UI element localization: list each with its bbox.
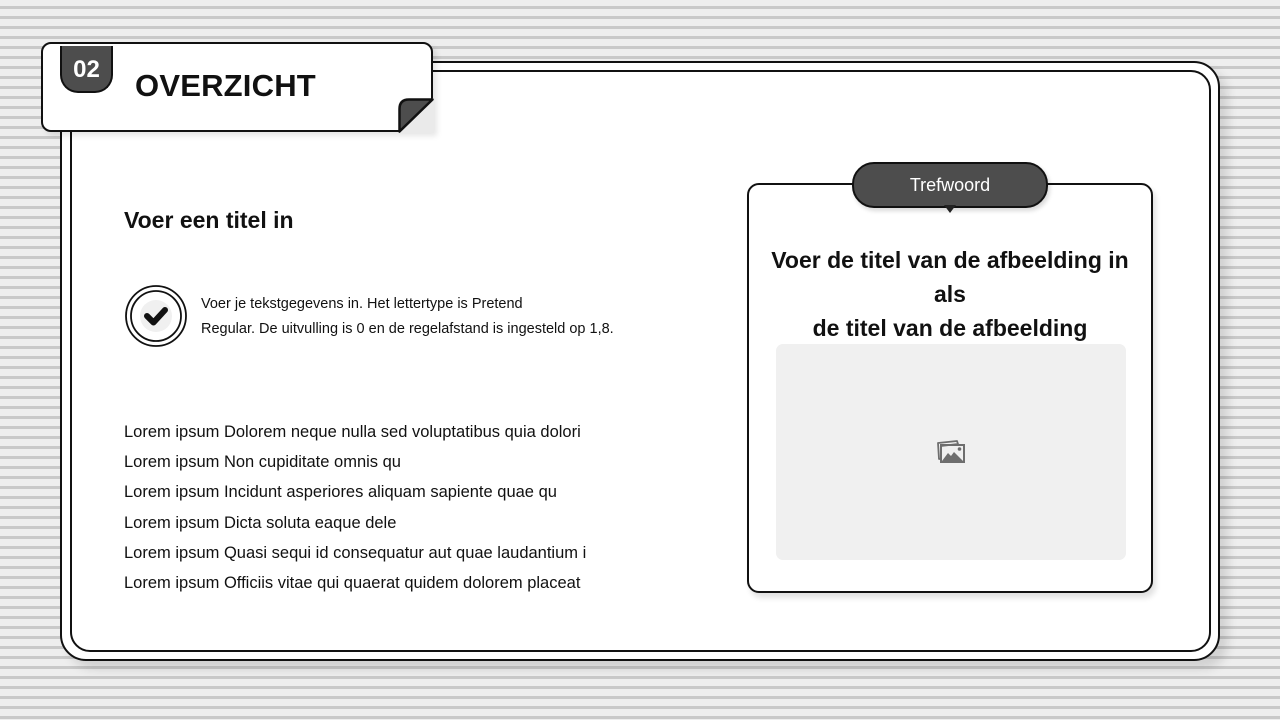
content-title: Voer een titel in (124, 207, 294, 233)
description-line: Voer je tekstgegevens in. Het lettertype is Pretend (201, 296, 523, 312)
list-item: Lorem ipsum Officiis vitae qui quaerat quidem dolorem placeat (124, 574, 581, 593)
image-card-title (749, 243, 1151, 345)
list-item: Lorem ipsum Dolorem neque nulla sed voluptatibus quia dolori (124, 423, 581, 441)
check-circle-icon (125, 285, 187, 347)
card-title-line: Voer de titel van de afbeelding in als (771, 247, 1129, 307)
list-item: Lorem ipsum Dicta soluta eaque dele (124, 513, 397, 532)
section-title: OVERZICHT (135, 68, 316, 103)
content-description (201, 292, 614, 342)
list-item: Lorem ipsum Incidunt asperiores aliquam sapiente quae qu (124, 483, 557, 502)
image-card (747, 183, 1153, 593)
page-curl-icon (398, 97, 434, 133)
description-line: Regular. De uitvulling is 0 en de regelafstand is ingesteld op 1,8. (201, 321, 614, 337)
text-list (124, 417, 586, 598)
list-item: Lorem ipsum Non cupiditate omnis qu (124, 453, 401, 472)
keyword-badge: Trefwoord (852, 162, 1048, 208)
image-placeholder[interactable] (776, 344, 1126, 560)
image-gallery-icon (936, 439, 966, 465)
section-header-tab (41, 42, 433, 132)
list-item: Lorem ipsum Quasi sequi id consequatur aut quae laudantium i (124, 543, 587, 562)
card-title-line: de titel van de afbeelding (812, 315, 1088, 341)
keyword-badge-pointer (944, 205, 956, 213)
section-number-badge: 02 (60, 46, 113, 93)
